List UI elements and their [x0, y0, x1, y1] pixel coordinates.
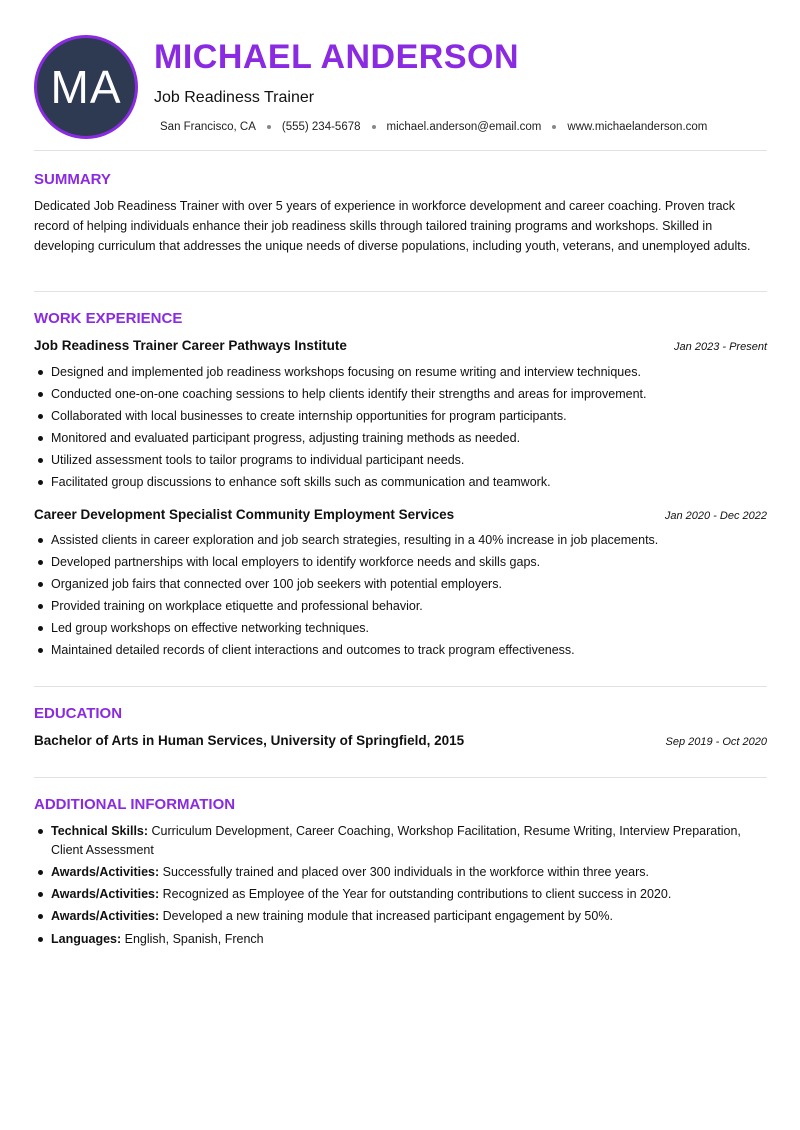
list-item: Designed and implemented job readiness workshops focusing on resume writing and interview techniques. — [34, 361, 767, 383]
candidate-name: MICHAEL ANDERSON — [154, 38, 520, 76]
separator-dot — [372, 125, 376, 129]
item-text: Successfully trained and placed over 300 individuals in the workforce within three years. — [162, 865, 650, 879]
item-text: Recognized as Employee of the Year for outstanding contributions to client success in 2020. — [162, 887, 672, 901]
job-bullets — [34, 361, 767, 493]
contact-email[interactable]: michael.anderson@email.com — [386, 121, 542, 133]
separator-dot — [267, 125, 271, 129]
list-item — [34, 930, 767, 949]
item-label: Awards/Activities: — [51, 865, 160, 879]
item-label: Technical Skills: — [51, 824, 149, 838]
experience-heading: WORK EXPERIENCE — [34, 310, 183, 327]
list-item: Facilitated group discussions to enhance soft skills such as communication and teamwork. — [34, 471, 767, 493]
job-title: Career Development Specialist Community Employment Services — [34, 507, 455, 522]
list-item — [34, 907, 767, 926]
list-item — [34, 822, 767, 860]
item-label: Awards/Activities: — [51, 887, 160, 901]
contact-location: San Francisco, CA — [160, 121, 256, 133]
item-text: Curriculum Development, Career Coaching, Workshop Facilitation, Resume Writing, Interview Preparation, Client Assessment — [51, 824, 741, 857]
list-item: Maintained detailed records of client interactions and outcomes to track program effectiveness. — [34, 639, 767, 661]
contact-bar — [160, 121, 707, 133]
list-item — [34, 863, 767, 882]
item-text: Developed a new training module that increased participant engagement by 50%. — [162, 909, 613, 923]
list-item: Monitored and evaluated participant progress, adjusting training methods as needed. — [34, 427, 767, 449]
education-degree: Bachelor of Arts in Human Services, University of Springfield, 2015 — [34, 733, 465, 748]
job-header — [34, 507, 767, 522]
summary-text: Dedicated Job Readiness Trainer with over 5 years of experience in workforce development and career coaching. Proven track record of helping individuals enhance their job readiness skills through tailored training programs and workshops. Skilled in developing curriculum that addresses the unique needs of diverse populations, including youth, veterans, and unemployed adults. — [34, 199, 751, 253]
item-label: Awards/Activities: — [51, 909, 160, 923]
job-title: Job Readiness Trainer Career Pathways Institute — [34, 338, 347, 353]
list-item: Utilized assessment tools to tailor programs to individual participant needs. — [34, 449, 767, 471]
job-header — [34, 338, 767, 353]
education-heading: EDUCATION — [34, 705, 123, 722]
list-item: Assisted clients in career exploration and job search strategies, resulting in a 40% increase in job placements. — [34, 529, 767, 551]
item-text: English, Spanish, French — [124, 932, 264, 946]
summary-heading: SUMMARY — [34, 171, 111, 188]
education-entry — [34, 733, 767, 748]
job-bullets — [34, 529, 767, 661]
education-dates: Sep 2019 - Oct 2020 — [665, 736, 767, 748]
divider — [34, 291, 767, 292]
avatar — [34, 35, 138, 139]
list-item: Developed partnerships with local employers to identify workforce needs and skills gaps. — [34, 551, 767, 573]
list-item — [34, 885, 767, 904]
separator-dot — [552, 125, 556, 129]
candidate-title: Job Readiness Trainer — [154, 89, 315, 106]
divider — [34, 150, 767, 151]
list-item: Organized job fairs that connected over 100 job seekers with potential employers. — [34, 573, 767, 595]
list-item: Conducted one-on-one coaching sessions to help clients identify their strengths and areas for improvement. — [34, 383, 767, 405]
list-item: Provided training on workplace etiquette and professional behavior. — [34, 595, 767, 617]
avatar-initials: MA — [50, 61, 122, 113]
divider — [34, 686, 767, 687]
item-label: Languages: — [51, 932, 122, 946]
job-dates: Jan 2020 - Dec 2022 — [664, 510, 767, 522]
list-item: Led group workshops on effective networking techniques. — [34, 617, 767, 639]
job-dates: Jan 2023 - Present — [674, 341, 767, 353]
contact-phone: (555) 234-5678 — [281, 121, 361, 133]
additional-heading: ADDITIONAL INFORMATION — [34, 796, 236, 813]
contact-website[interactable]: www.michaelanderson.com — [567, 121, 708, 133]
divider — [34, 777, 767, 778]
additional-list — [34, 822, 767, 952]
list-item: Collaborated with local businesses to create internship opportunities for program participants. — [34, 405, 767, 427]
